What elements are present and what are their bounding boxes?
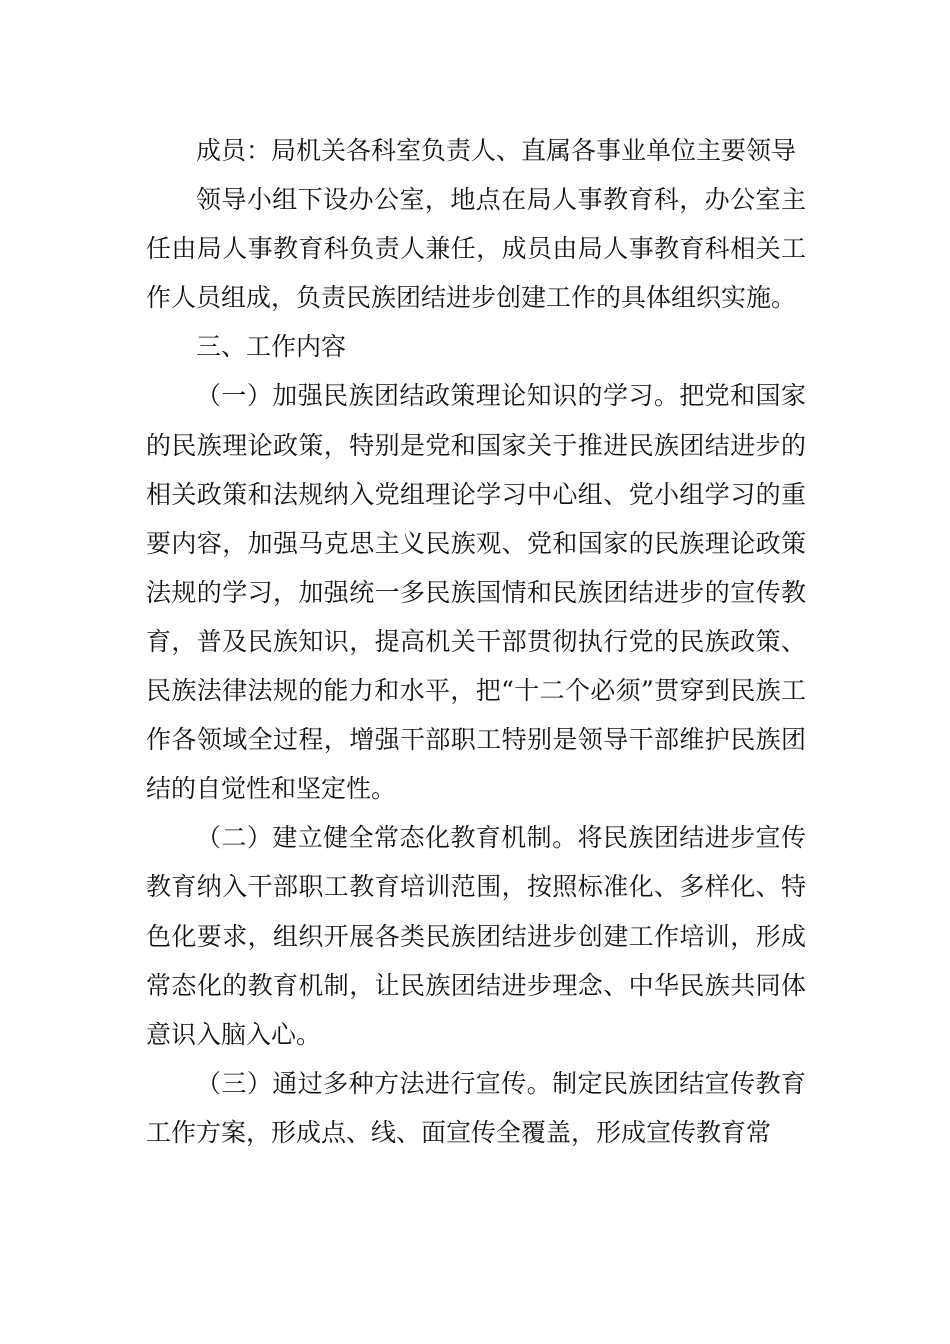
- paragraph-office: 领导小组下设办公室，地点在局人事教育科，办公室主任由局人事教育科负责人兼任，成员由局人事教育科相关工作人员组成，负责民族团结进步创建工作的具体组织实施。: [146, 185, 806, 313]
- paragraph-item-2: （二）建立健全常态化教育机制。将民族团结进步宣传教育纳入干部职工教育培训范围，按照标准化、多样化、特色化要求，组织开展各类民族团结进步创建工作培训，形成常态化的教育机制，让民族团结进步理念、中华民族共同体意识入脑入心。: [146, 823, 806, 1049]
- paragraph-members: 成员：局机关各科室负责人、直属各事业单位主要领导: [196, 136, 797, 165]
- paragraph-item-3: （三）通过多种方法进行宣传。制定民族团结宣传教育工作方案，形成点、线、面宣传全覆盖，形成宣传教育常: [146, 1068, 806, 1147]
- section-heading-work-content: 三、工作内容: [196, 332, 347, 362]
- paragraph-item-1: （一）加强民族团结政策理论知识的学习。把党和国家的民族理论政策，特别是党和国家关于推进民族团结进步的相关政策和法规纳入党组理论学习中心组、党小组学习的重要内容，加强马克思主义民族观、党和国家的民族理论政策法规的学习，加强统一多民族国情和民族团结进步的宣传教育，普及民族知识，提高机关干部贯彻执行党的民族政策、民族法律法规的能力和水平，把“十二个必须”贯穿到民族工作各领域全过程，增强干部职工特别是领导干部维护民族团结的自觉性和坚定性。: [146, 381, 806, 804]
- document-body: [146, 126, 806, 1157]
